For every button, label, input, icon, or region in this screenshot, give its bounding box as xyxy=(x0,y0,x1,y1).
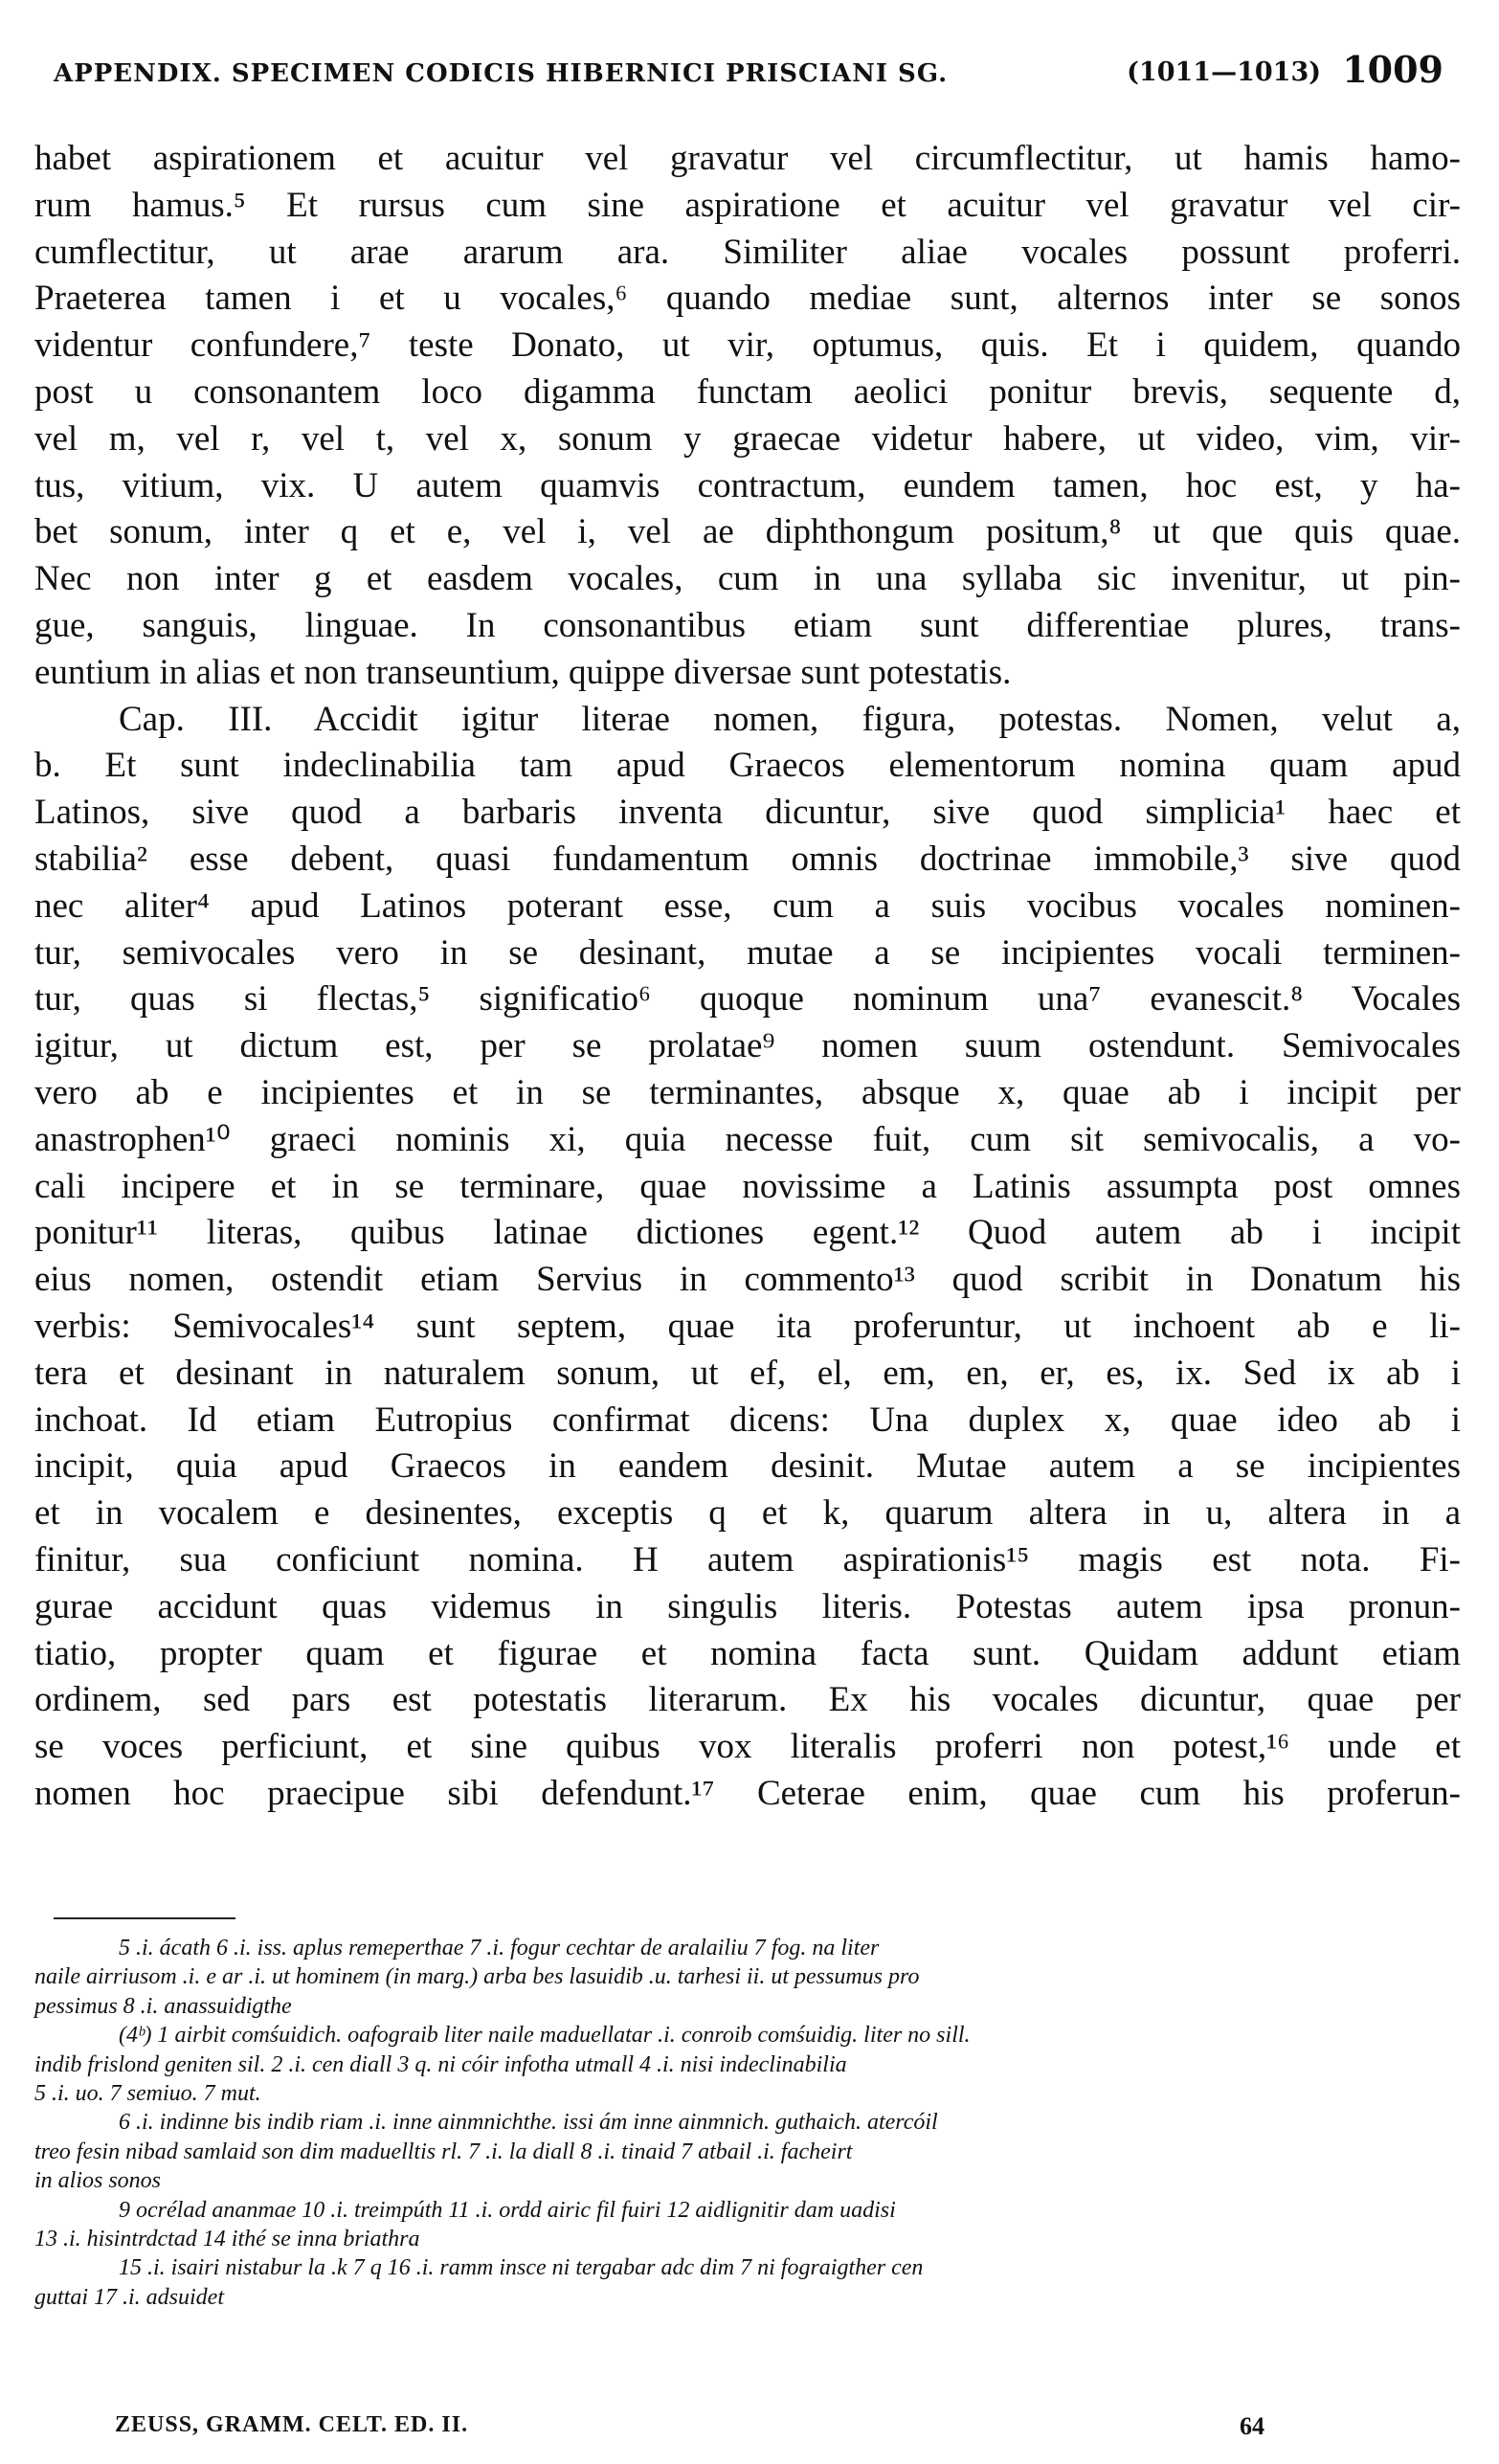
footnote-line: pessimus 8 .i. anassuidigthe xyxy=(34,1993,292,2019)
text-line: Praeterea tamen i et u vocales,⁶ quando mediae sunt, alternos inter se sonos xyxy=(34,279,1461,319)
text-line: Cap. III. Accidit igitur literae nomen, figura, potestas. Nomen, velut a, xyxy=(119,699,1461,739)
footnote-line: treo fesin nibad samlaid son dim maduelltis rl. 7 .i. la diall 8 .i. tinaid 7 atbail .i. facheirt xyxy=(34,2139,853,2164)
footnote-line: guttai 17 .i. adsuidet xyxy=(34,2284,224,2310)
text-line: nec aliter⁴ apud Latinos poterant esse, cum a suis vocibus vocales nominen- xyxy=(34,885,1461,926)
signature-mark: 64 xyxy=(1240,2412,1264,2440)
text-line: rum hamus.⁵ Et rursus cum sine aspiratione et acuitur vel gravatur vel cir- xyxy=(34,185,1461,225)
text-line: cali incipere et in se terminare, quae novissime a Latinis assumpta post omnes xyxy=(34,1166,1461,1206)
text-line: habet aspirationem et acuitur vel gravatur vel circumflectitur, ut hamis hamo- xyxy=(34,139,1461,178)
text-line: igitur, ut dictum est, per se prolatae⁹ nomen suum ostendunt. Semivocales xyxy=(34,1026,1461,1066)
text-line: anastrophen¹⁰ graeci nominis xi, quia necesse fuit, cum sit semivocalis, a vo- xyxy=(34,1119,1461,1159)
footnote-line: 15 .i. isairi nistabur la .k 7 q 16 .i. ramm insce ni tergabar adc dim 7 ni fograigther cen xyxy=(119,2255,924,2281)
text-line: gue, sanguis, linguae. In consonantibus etiam sunt differentiae plures, trans- xyxy=(34,605,1461,645)
running-title: APPENDIX. SPECIMEN CODICIS HIBERNICI PRISCIANI SG. xyxy=(54,59,949,88)
section-range: (1011—1013) xyxy=(1127,57,1321,87)
page-footer xyxy=(115,2412,1359,2451)
text-line: tur, semivocales vero in se desinant, mutae a se incipientes vocali terminen- xyxy=(34,932,1461,973)
text-line: vel m, vel r, vel t, vel x, sonum y graecae videtur habere, ut video, vim, vir- xyxy=(34,418,1461,459)
text-line: cumflectitur, ut arae ararum ara. Similiter aliae vocales possunt proferri. xyxy=(34,232,1461,272)
text-line: eius nomen, ostendit etiam Servius in commento¹³ quod scribit in Donatum his xyxy=(34,1260,1461,1300)
footnote-line: 5 .i. ácath 6 .i. iss. aplus remeperthae 7 .i. fogur cechtar de aralailiu 7 fog. na liter xyxy=(119,1936,880,1960)
text-line: vero ab e incipientes et in se terminantes, absque x, quae ab i incipit per xyxy=(34,1072,1461,1112)
footnote-line: (4ᵇ) 1 airbit comśuidich. oafograib liter naile maduellatar .i. conroib comśuidig. liter no sill. xyxy=(119,2023,971,2049)
text-line: et in vocalem e desinentes, exceptis q et k, quarum altera in u, altera in a xyxy=(34,1493,1461,1534)
footer-edition: ZEUSS, GRAMM. CELT. ED. II. xyxy=(115,2412,469,2437)
text-line: bet sonum, inter q et e, vel i, vel ae diphthongum positum,⁸ ut que quis quae. xyxy=(34,512,1461,552)
text-line: verbis: Semivocales¹⁴ sunt septem, quae ita proferuntur, ut inchoent ab e li- xyxy=(34,1306,1461,1346)
text-line: incipit, quia apud Graecos in eandem desinit. Mutae autem a se incipientes xyxy=(34,1446,1461,1487)
text-line: tur, quas si flectas,⁵ significatio⁶ quoque nominum una⁷ evanescit.⁸ Vocales xyxy=(34,979,1461,1019)
text-line: videntur confundere,⁷ teste Donato, ut vir, optumus, quis. Et i quidem, quando xyxy=(34,325,1461,366)
page-number: 1009 xyxy=(1342,48,1443,91)
footnote-line: 13 .i. hisintrdctad 14 ithé se inna briathra xyxy=(34,2226,420,2251)
text-line: gurae accidunt quas videmus in singulis literis. Potestas autem ipsa pronun- xyxy=(34,1586,1461,1626)
footnote-line: indib frislond geniten sil. 2 .i. cen diall 3 q. ni cóir infotha utmall 4 .i. nisi indeclinabilia xyxy=(34,2051,847,2077)
footnote-rule xyxy=(54,1917,235,1919)
text-line: tiatio, propter quam et figurae et nomina facta sunt. Quidam addunt etiam xyxy=(34,1633,1461,1673)
text-line: Nec non inter g et easdem vocales, cum in una syllaba sic invenitur, ut pin- xyxy=(34,559,1461,599)
text-line: finitur, sua conficiunt nomina. H autem aspirationis¹⁵ magis est nota. Fi- xyxy=(34,1539,1461,1579)
text-line: stabilia² esse debent, quasi fundamentum omnis doctrinae immobile,³ sive quod xyxy=(34,839,1461,879)
running-header xyxy=(54,48,1443,105)
text-line: nomen hoc praecipue sibi defendunt.¹⁷ Ceterae enim, quae cum his proferun- xyxy=(34,1773,1461,1813)
text-line: b. Et sunt indeclinabilia tam apud Graecos elementorum nomina quam apud xyxy=(34,746,1461,786)
footnote-line: 9 ocrélad ananmae 10 .i. treimpúth 11 .i. ordd airic fil fuiri 12 aidlignitir dam uadisi xyxy=(119,2197,896,2223)
main-text xyxy=(34,136,1461,1818)
text-line: post u consonantem loco digamma functam aeolici ponitur brevis, sequente d, xyxy=(34,371,1461,412)
text-line: se voces perficiunt, et sine quibus vox literalis proferri non potest,¹⁶ unde et xyxy=(34,1727,1461,1767)
footnote-line: 5 .i. uo. 7 semiuo. 7 mut. xyxy=(34,2080,261,2106)
text-line: tera et desinant in naturalem sonum, ut ef, el, em, en, er, es, ix. Sed ix ab i xyxy=(34,1353,1461,1393)
text-line: tus, vitium, vix. U autem quamvis contractum, eundem tamen, hoc est, y ha- xyxy=(34,465,1461,505)
footnote-line: in alios sonos xyxy=(34,2168,162,2194)
footnote-line: naile airriusom .i. e ar .i. ut hominem (in marg.) arba bes lasuidib .u. tarhesi ii. ut pessumus pro xyxy=(34,1964,920,1990)
text-line: Latinos, sive quod a barbaris inventa dicuntur, sive quod simplicia¹ haec et xyxy=(34,793,1461,833)
footnotes xyxy=(34,1934,1461,2312)
footnote-line: 6 .i. indinne bis indib riam .i. inne ainmnichthe. issi ám inne ainmnich. guthaich. atercóil xyxy=(119,2110,938,2136)
text-line: ponitur¹¹ literas, quibus latinae dictiones egent.¹² Quod autem ab i incipit xyxy=(34,1213,1461,1253)
text-line: ordinem, sed pars est potestatis literarum. Ex his vocales dicuntur, quae per xyxy=(34,1680,1461,1720)
text-line: euntium in alias et non transeuntium, quippe diversae sunt potestatis. xyxy=(34,652,1012,692)
text-line: inchoat. Id etiam Eutropius confirmat dicens: Una duplex x, quae ideo ab i xyxy=(34,1400,1461,1440)
